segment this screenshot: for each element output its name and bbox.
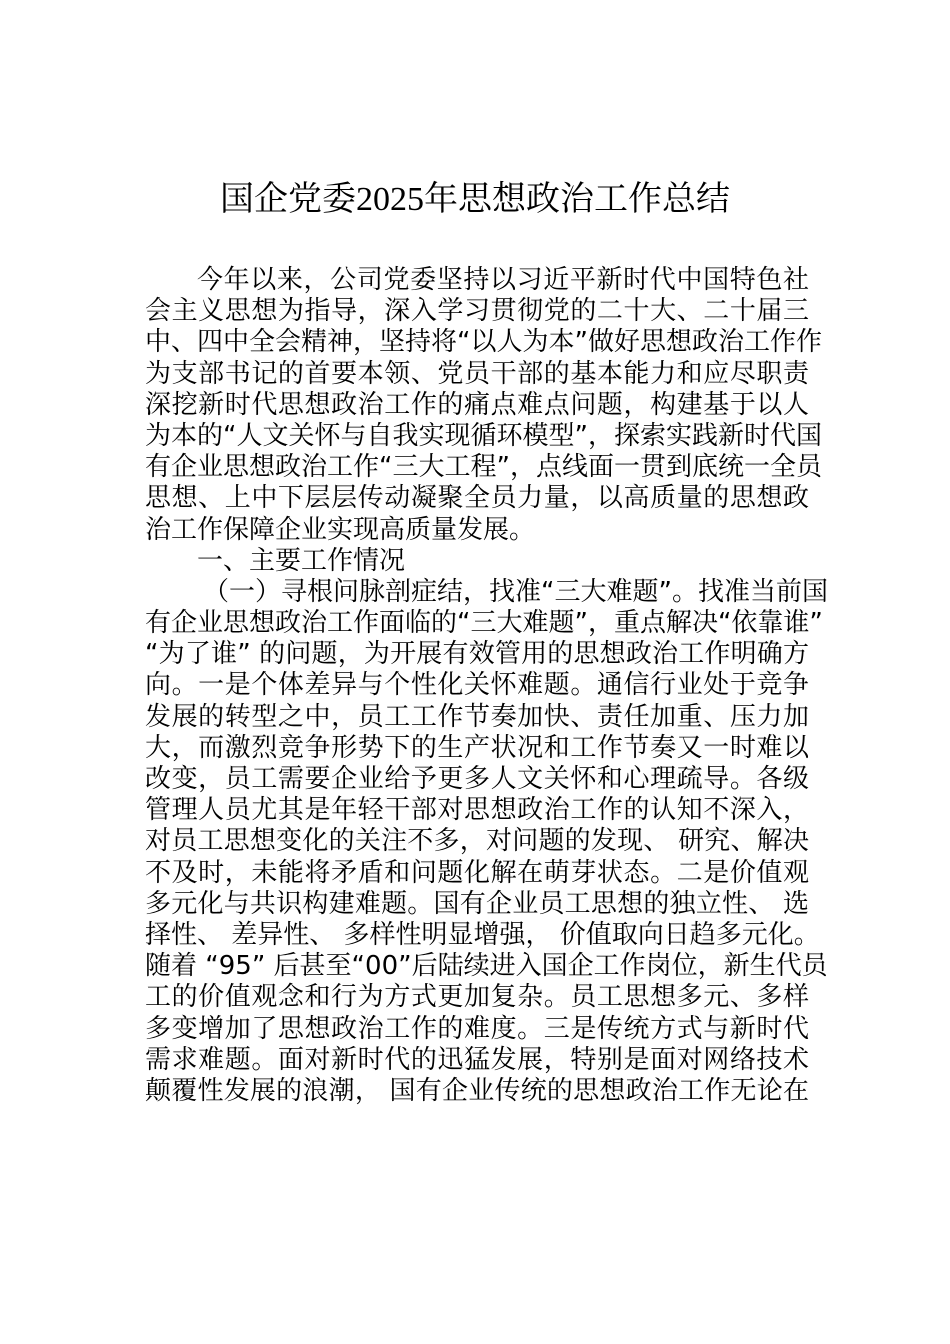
intro-paragraph [145, 265, 822, 546]
text-line: 需求难题。面对新时代的迅猛发展，特别是面对网络技术 [145, 1044, 809, 1075]
text-line: 会主义思想为指导，深入学习贯彻党的二十大、二十届三 [145, 296, 809, 327]
text-line: 向。一是个体差异与个性化关怀难题。通信行业处于竞争 [145, 670, 809, 701]
text-line: 改变，员工需要企业给予更多人文关怀和心理疏导。各级 [145, 764, 809, 794]
text-line: 大，而激烈竞争形势下的生产状况和工作节奏又一时难以 [145, 732, 809, 763]
section-heading [145, 546, 809, 577]
text-line: 多变增加了思想政治工作的难度。三是传统方式与新时代 [145, 1013, 809, 1044]
text-line: 多元化与共识构建难题。国有企业员工思想的独立性、 选 [145, 888, 809, 919]
document-body [145, 265, 828, 1107]
text-line: “为了谁” 的问题，为开展有效管用的思想政治工作明确方 [145, 639, 809, 670]
heading-line: 一、主要工作情况 [197, 545, 406, 576]
text-line: 对员工思想变化的关注不多，对问题的发现、 研究、解决 [145, 826, 809, 857]
text-line: 发展的转型之中，员工工作节奏加快、责任加重、压力加 [145, 701, 809, 732]
text-line: 中、四中全会精神，坚持将“以人为本”做好思想政治工作作 [145, 327, 822, 358]
text-line: 工的价值观念和行为方式更加复杂。员工思想多元、多样 [145, 982, 809, 1013]
text-line: 今年以来，公司党委坚持以习近平新时代中国特色社 [197, 265, 809, 295]
text-line: （一）寻根问脉剖症结，找准“三大难题”。找准当前国 [203, 576, 828, 607]
text-line: 管理人员尤其是年轻干部对思想政治工作的认知不深入， [145, 795, 809, 826]
text-line: 颠覆性发展的浪潮， 国有企业传统的思想政治工作无论在 [145, 1075, 809, 1106]
text-line: 深挖新时代思想政治工作的痛点难点问题，构建基于以人 [145, 389, 809, 420]
document-title: 国企党委2025年思想政治工作总结 [220, 181, 730, 218]
text-line: 思想、上中下层层传动凝聚全员力量，以高质量的思想政 [145, 483, 809, 514]
subsection-paragraph [145, 576, 828, 1107]
text-line: 治工作保障企业实现高质量发展。 [145, 514, 536, 545]
text-line: 为支部书记的首要本领、党员干部的基本能力和应尽职责 [145, 358, 809, 389]
text-line: 有企业思想政治工作面临的“三大难题”，重点解决“依靠谁” [145, 608, 823, 639]
text-line: 择性、 差异性、 多样性明显增强， 价值取向日趋多元化。 [145, 919, 820, 950]
text-line: 不及时，未能将矛盾和问题化解在萌芽状态。二是价值观 [145, 857, 809, 888]
text-line: 随着 “95” 后甚至“00”后陆续进入国企工作岗位，新生代员 [145, 951, 828, 982]
text-line: 为本的“人文关怀与自我实现循环模型”，探索实践新时代国 [145, 420, 822, 451]
text-line: 有企业思想政治工作“三大工程”，点线面一贯到底统一全员 [145, 452, 822, 483]
